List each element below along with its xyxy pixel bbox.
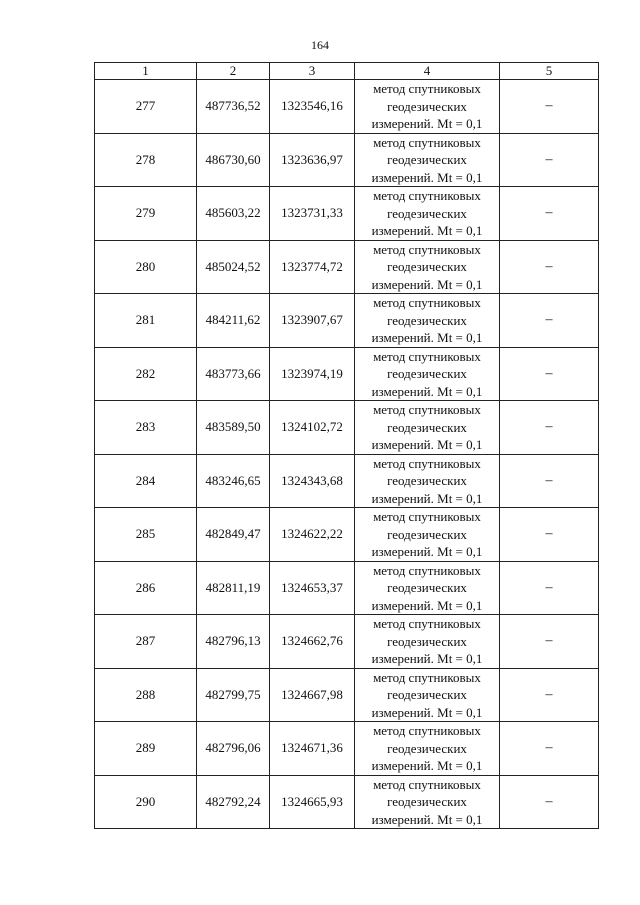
- method-line-2: геодезических: [387, 473, 467, 488]
- method-description: [355, 294, 500, 348]
- method-line-3: измерений. Mt = 0,1: [371, 597, 483, 613]
- coordinate-x: 482849,47: [197, 508, 270, 562]
- note-dash: –: [500, 508, 599, 562]
- note-dash: –: [500, 294, 599, 348]
- coordinate-y: 1323974,19: [270, 347, 355, 401]
- method-line-1: метод спутниковых: [373, 562, 481, 578]
- method-description: [355, 133, 500, 187]
- method-line-3: измерений. Mt = 0,1: [371, 276, 483, 292]
- column-header-1: 1: [95, 63, 197, 80]
- method-line-2: геодезических: [387, 312, 467, 328]
- method-line-3: измерений. Mt = 0,1: [371, 169, 483, 185]
- coordinate-x: 482811,19: [197, 561, 270, 615]
- table-row: [95, 722, 599, 776]
- column-header-5: 5: [500, 63, 599, 80]
- method-description: [355, 187, 500, 241]
- coordinate-y: 1324662,76: [270, 615, 355, 669]
- point-number: 290: [95, 775, 197, 829]
- column-header-2: 2: [197, 63, 270, 80]
- note-dash: –: [500, 133, 599, 187]
- method-line-3: измерений. Mt = 0,1: [371, 116, 483, 131]
- note-dash: –: [500, 775, 599, 829]
- point-number: 285: [95, 508, 197, 562]
- table-row: [95, 240, 599, 294]
- method-description: [355, 722, 500, 776]
- method-line-2: геодезических: [387, 419, 467, 435]
- table-row: [95, 775, 599, 829]
- note-dash: –: [500, 668, 599, 722]
- column-header-4: 4: [355, 63, 500, 80]
- coordinate-x: 482799,75: [197, 668, 270, 722]
- method-line-3: измерений. Mt = 0,1: [371, 704, 483, 720]
- table-row: [95, 294, 599, 348]
- note-dash: –: [500, 615, 599, 669]
- coordinate-x: 485024,52: [197, 240, 270, 294]
- point-number: 287: [95, 615, 197, 669]
- method-line-1: метод спутниковых: [373, 134, 481, 150]
- method-line-1: метод спутниковых: [373, 188, 481, 203]
- table-row: [95, 347, 599, 401]
- method-line-1: метод спутниковых: [373, 402, 481, 417]
- method-line-2: геодезических: [387, 98, 467, 114]
- method-line-2: геодезических: [387, 366, 467, 381]
- coordinate-y: 1324622,22: [270, 508, 355, 562]
- method-line-1: метод спутниковых: [373, 241, 481, 257]
- point-number: 277: [95, 80, 197, 134]
- method-description: [355, 775, 500, 829]
- method-line-2: геодезических: [387, 526, 467, 542]
- coordinate-y: 1323907,67: [270, 294, 355, 348]
- method-line-1: метод спутниковых: [373, 776, 481, 792]
- coordinate-x: 483246,65: [197, 454, 270, 508]
- note-dash: –: [500, 240, 599, 294]
- method-description: [355, 80, 500, 134]
- note-dash: –: [500, 80, 599, 134]
- column-header-3: 3: [270, 63, 355, 80]
- method-line-2: геодезических: [387, 259, 467, 274]
- method-line-1: метод спутниковых: [373, 509, 481, 524]
- method-description: [355, 401, 500, 455]
- point-number: 278: [95, 133, 197, 187]
- method-description: [355, 240, 500, 294]
- coordinate-y: 1324665,93: [270, 775, 355, 829]
- coordinate-x: 482792,24: [197, 775, 270, 829]
- note-dash: –: [500, 401, 599, 455]
- note-dash: –: [500, 347, 599, 401]
- point-number: 289: [95, 722, 197, 776]
- method-line-2: геодезических: [387, 205, 467, 221]
- method-line-2: геодезических: [387, 740, 467, 756]
- coordinate-y: 1323636,97: [270, 133, 355, 187]
- table-body: [95, 80, 599, 829]
- page-number: 164: [311, 38, 329, 52]
- method-line-3: измерений. Mt = 0,1: [371, 811, 483, 827]
- note-dash: –: [500, 187, 599, 241]
- note-dash: –: [500, 561, 599, 615]
- coordinate-x: 482796,13: [197, 615, 270, 669]
- coordinate-x: 484211,62: [197, 294, 270, 348]
- coordinate-y: 1323546,16: [270, 80, 355, 134]
- coordinate-y: 1324102,72: [270, 401, 355, 455]
- point-number: 280: [95, 240, 197, 294]
- table-row: [95, 80, 599, 134]
- table-row: [95, 615, 599, 669]
- coordinate-x: 486730,60: [197, 133, 270, 187]
- coordinate-y: 1323731,33: [270, 187, 355, 241]
- method-line-1: метод спутниковых: [373, 669, 481, 685]
- point-number: 281: [95, 294, 197, 348]
- method-line-2: геодезических: [387, 794, 467, 809]
- note-dash: –: [500, 454, 599, 508]
- method-line-3: измерений. Mt = 0,1: [371, 490, 483, 506]
- method-description: [355, 561, 500, 615]
- point-number: 288: [95, 668, 197, 722]
- coordinate-y: 1323774,72: [270, 240, 355, 294]
- method-line-1: метод спутниковых: [373, 616, 481, 631]
- method-line-3: измерений. Mt = 0,1: [371, 223, 483, 238]
- coordinate-x: 485603,22: [197, 187, 270, 241]
- method-description: [355, 508, 500, 562]
- coordinate-y: 1324343,68: [270, 454, 355, 508]
- coordinate-y: 1324671,36: [270, 722, 355, 776]
- table-row: [95, 187, 599, 241]
- method-line-2: геодезических: [387, 633, 467, 649]
- table-row: [95, 133, 599, 187]
- table-row: [95, 401, 599, 455]
- note-dash: –: [500, 722, 599, 776]
- method-description: [355, 668, 500, 722]
- method-description: [355, 347, 500, 401]
- method-line-2: геодезических: [387, 152, 467, 167]
- table-row: [95, 561, 599, 615]
- coordinates-table: [94, 62, 599, 829]
- method-line-3: измерений. Mt = 0,1: [371, 383, 483, 399]
- coordinate-x: 487736,52: [197, 80, 270, 134]
- point-number: 279: [95, 187, 197, 241]
- method-line-3: измерений. Mt = 0,1: [371, 544, 483, 559]
- point-number: 284: [95, 454, 197, 508]
- method-line-3: измерений. Mt = 0,1: [371, 330, 483, 345]
- coordinate-y: 1324653,37: [270, 561, 355, 615]
- method-description: [355, 454, 500, 508]
- method-line-1: метод спутниковых: [373, 295, 481, 310]
- table-row: [95, 454, 599, 508]
- method-line-1: метод спутниковых: [373, 348, 481, 364]
- method-line-1: метод спутниковых: [373, 455, 481, 471]
- coordinate-x: 483773,66: [197, 347, 270, 401]
- coordinate-x: 483589,50: [197, 401, 270, 455]
- coordinate-y: 1324667,98: [270, 668, 355, 722]
- point-number: 283: [95, 401, 197, 455]
- point-number: 282: [95, 347, 197, 401]
- header-row: [95, 63, 599, 80]
- method-line-1: метод спутниковых: [373, 723, 481, 738]
- table-row: [95, 668, 599, 722]
- point-number: 286: [95, 561, 197, 615]
- method-line-3: измерений. Mt = 0,1: [371, 758, 483, 773]
- method-line-1: метод спутниковых: [373, 81, 481, 96]
- coordinate-x: 482796,06: [197, 722, 270, 776]
- method-line-2: геодезических: [387, 687, 467, 702]
- method-line-3: измерений. Mt = 0,1: [371, 651, 483, 666]
- method-description: [355, 615, 500, 669]
- method-line-3: измерений. Mt = 0,1: [371, 437, 483, 452]
- table-row: [95, 508, 599, 562]
- method-line-2: геодезических: [387, 580, 467, 595]
